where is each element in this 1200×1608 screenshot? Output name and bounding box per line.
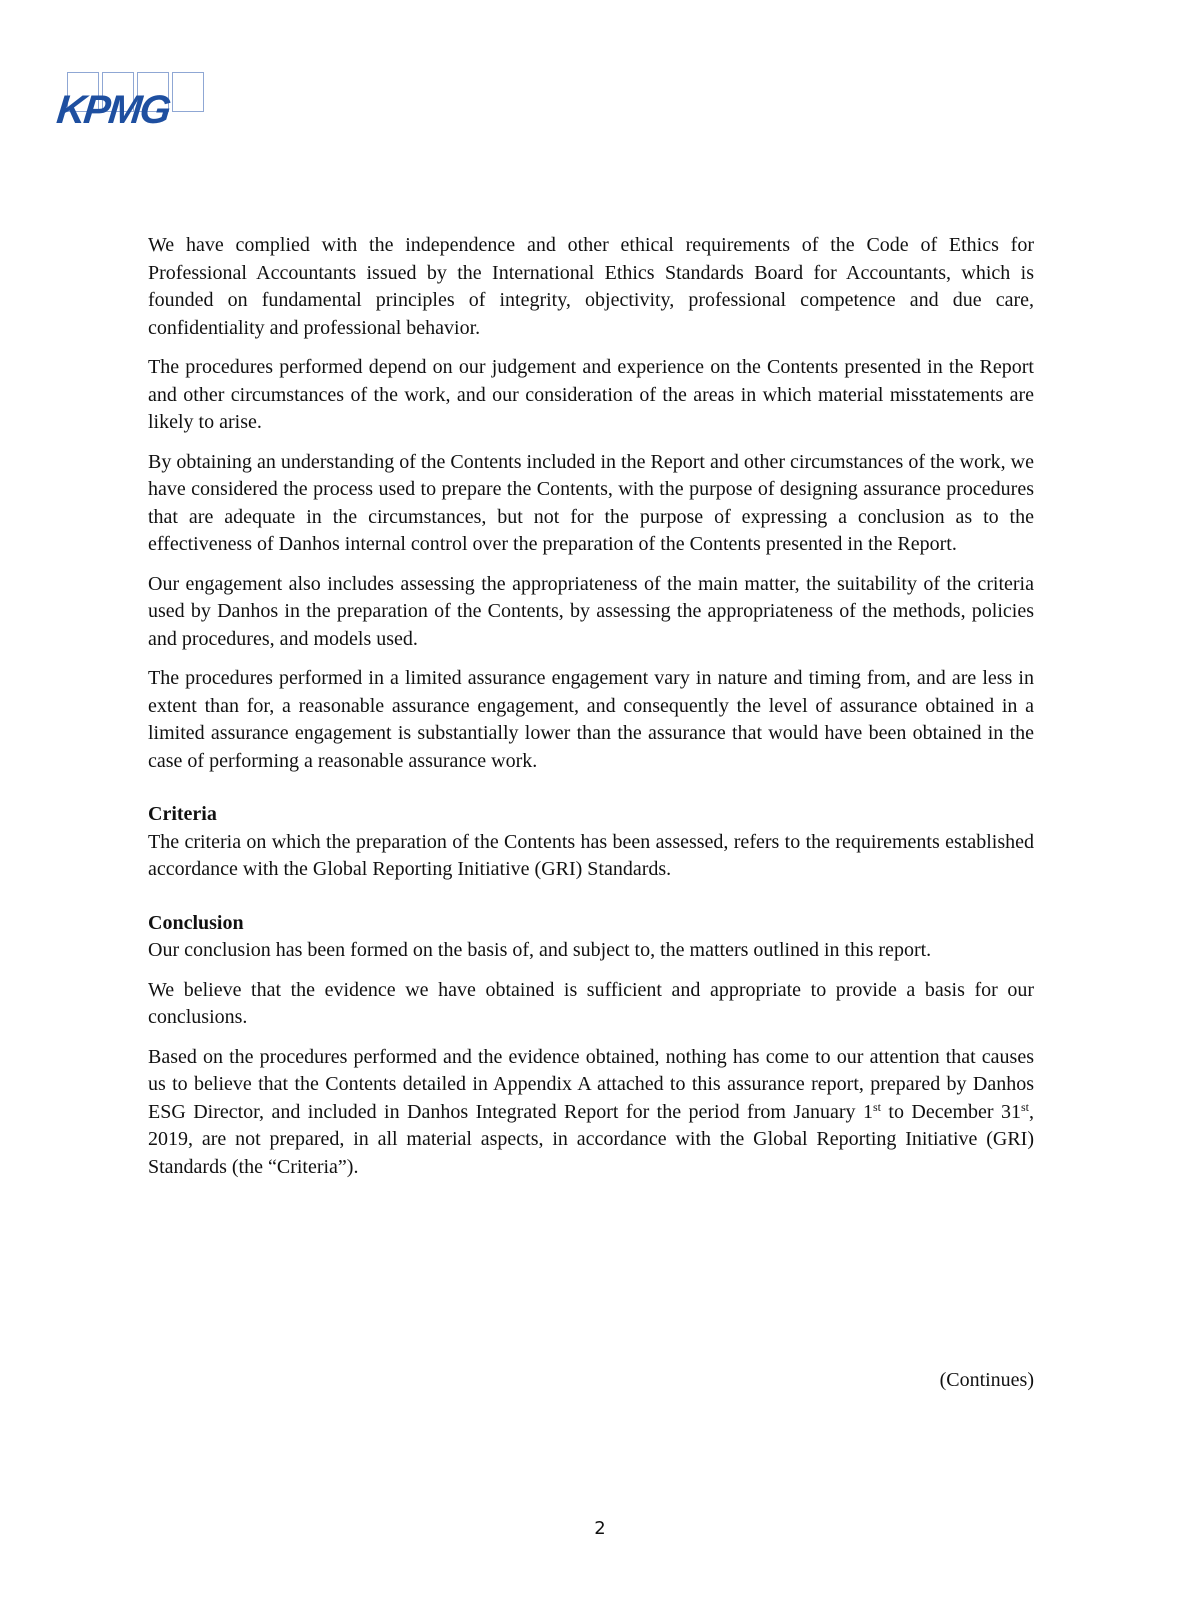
- paragraph-procedures: The procedures performed depend on our judgement and experience on the Contents presented in the Report and other circumstances of the work, and our consideration of the areas in which material misstatements are likely to arise.: [148, 356, 1034, 433]
- criteria-heading: Criteria: [148, 803, 217, 825]
- conclusion-paragraph: Our conclusion has been formed on the basis of, and subject to, the matters outlined in this report.: [148, 939, 932, 961]
- conclusion-heading: Conclusion: [148, 911, 244, 934]
- conclusion-final-paragraph: [148, 1044, 1034, 1182]
- logo-box: [172, 72, 204, 112]
- continues-note: (Continues): [939, 1369, 1034, 1391]
- superscript: st: [1020, 1099, 1029, 1114]
- criteria-text: The criteria on which the preparation of the Contents has been assessed, refers to the requirements established accordance with the Global Reporting Initiative (GRI) Standards.: [148, 830, 1034, 880]
- superscript: st: [872, 1099, 881, 1114]
- final-text-3: , 2019, are not prepared, in all material aspects, in accordance with the Global Reporting Initiative (GRI) Standards (the “Criteria”).: [148, 1100, 1034, 1178]
- conclusion-paragraph: We believe that the evidence we have obtained is sufficient and appropriate to provide a basis for our conclusions.: [148, 978, 1034, 1028]
- kpmg-logo: [54, 72, 207, 134]
- criteria-section: [148, 801, 1034, 884]
- logo-wordmark: KPMG: [54, 88, 172, 132]
- page-number: 2: [594, 1518, 606, 1539]
- paragraph-engagement: Our engagement also includes assessing the appropriateness of the main matter, the suitability of the criteria used by Danhos in the preparation of the Contents, by assessing the appropriateness of the methods, policies and procedures, and models used.: [148, 572, 1034, 650]
- paragraph-ethics: We have complied with the independence and other ethical requirements of the Code of Ethics for Professional Accountants issued by the International Ethics Standards Board for Accountants, which is founded on fundamental principles of integrity, objectivity, professional competence and due care, confidentiality and professional behavior.: [148, 234, 1034, 339]
- paragraph-understanding: By obtaining an understanding of the Contents included in the Report and other circumstances of the work, we have considered the process used to prepare the Contents, with the purpose of designing assurance procedures that are adequate in the circumstances, but not for the purpose of expressing a conclusion as to the effectiveness of Danhos internal control over the preparation of the Contents presented in the Report.: [148, 450, 1034, 555]
- document-body: [148, 232, 1034, 1193]
- paragraph-limited-assurance: The procedures performed in a limited assurance engagement vary in nature and timing from, and are less in extent than for, a reasonable assurance engagement, and consequently the level of assurance obtained in a limited assurance engagement is substantially lower than the assurance that would have been obtained in the case of performing a reasonable assurance work.: [148, 667, 1034, 772]
- final-text-2: to December 31: [880, 1100, 1021, 1123]
- conclusion-section: [148, 910, 1034, 1182]
- final-text-1: Based on the procedures performed and the evidence obtained, nothing has come to our attention that causes us to believe that the Contents detailed in Appendix A attached to this assurance report, prepared by Danhos ESG Director, and included in Danhos Integrated Report for the period from January 1: [148, 1045, 1034, 1123]
